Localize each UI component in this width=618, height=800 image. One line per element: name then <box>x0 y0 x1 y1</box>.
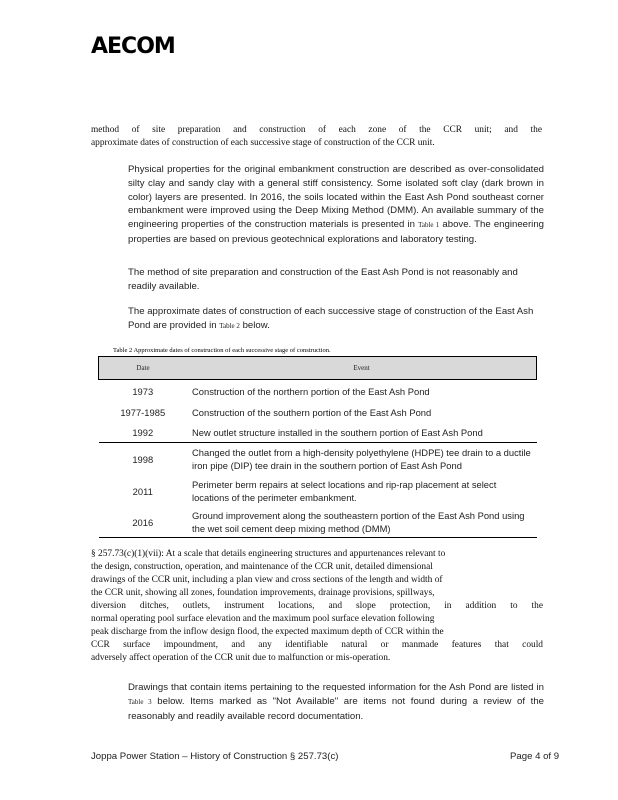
regulation-line: CCR surface impoundment, and any identifiable natural or manmade features that could <box>91 640 543 650</box>
row-date: 1977-1985 <box>120 406 166 418</box>
table-header-row <box>99 357 537 380</box>
physical-properties-text-continued: above. The engineering properties are based on previous geotechnical explorations and laboratory testing. <box>128 219 544 245</box>
table-3-reference: Table 3 <box>128 697 152 706</box>
regulation-line: peak discharge from the inflow design flood, the expected maximum depth of CCR within the <box>91 627 444 637</box>
row-date: 1998 <box>99 443 188 476</box>
row-event: New outlet structure installed in the southern portion of East Ash Pond <box>192 426 483 438</box>
table-2-reference: Table 2 <box>219 321 240 330</box>
regulation-line: drawings of the CCR unit, including a plan view and cross sections of the length and width of <box>91 575 443 585</box>
row-event: Construction of the southern portion of the East Ash Pond <box>192 406 432 418</box>
regulation-line: normal operating pool surface elevation and the maximum pool surface elevation following <box>91 614 435 624</box>
table-row <box>99 422 537 443</box>
row-event: Perimeter berm repairs at select locations and rip-rap placement at select locations of the perimeter embankment. <box>192 479 497 503</box>
site-preparation-paragraph <box>128 266 544 294</box>
date-column-header: Date <box>99 357 188 380</box>
drawings-text-continued: below. Items marked as "Not Available" are items not found during a review of the reasonably and readily available record documentation. <box>128 695 544 722</box>
drawings-text: Drawings that contain items pertaining to the requested information for the Ash Pond are listed in <box>128 682 544 693</box>
regulation-line: the design, construction, operation, and maintenance of the CCR unit, detailed dimensional <box>91 562 433 572</box>
table-row <box>99 380 537 403</box>
row-date: 2016 <box>99 507 188 538</box>
regulation-line: adversely affect operation of the CCR unit due to malfunction or mis-operation. <box>91 653 391 663</box>
intro-line-1: method of site preparation and construction of each zone of the CCR unit; and the <box>91 125 542 135</box>
regulation-line: § 257.73(c)(1)(vii): At a scale that details engineering structures and appurtenances relevant to <box>91 549 446 559</box>
footer-page-number: Page 4 of 9 <box>510 751 560 762</box>
construction-dates-text-continued: below. <box>242 319 270 331</box>
drawings-paragraph <box>128 681 544 723</box>
regulation-line: the CCR unit, showing all zones, foundation improvements, drainage provisions, spillways, <box>91 588 435 598</box>
row-event: Changed the outlet from a high-density polyethylene (HDPE) tee drain to a ductile iron pipe (DIP) tee drain in the southern portion of East Ash Pond <box>187 443 537 476</box>
row-date: 1992 <box>132 426 154 438</box>
row-event: Construction of the northern portion of the East Ash Pond <box>192 385 430 397</box>
regulation-paragraph <box>91 548 543 665</box>
regulation-line: diversion ditches, outlets, instrument locations, and slope protection, in addition to the <box>91 601 543 611</box>
table-row <box>99 507 537 538</box>
footer-document-title: Joppa Power Station – History of Construction § 257.73(c) <box>91 751 339 762</box>
table-2-caption: Table 2 Approximate dates of construction of each successive stage of construction. <box>113 347 331 354</box>
table-row <box>99 402 537 422</box>
table-row <box>99 443 537 476</box>
intro-line-2: approximate dates of construction of each successive stage of construction of the CCR unit. <box>91 138 435 148</box>
table-row <box>99 475 537 507</box>
aecom-logo: AECOM <box>91 34 175 59</box>
table-1-reference: Table 1 <box>418 221 440 230</box>
row-date: 2011 <box>132 485 153 497</box>
construction-dates-paragraph <box>128 305 544 334</box>
construction-dates-text: The approximate dates of construction of each successive stage of construction of the East Ash Pond are provided in <box>128 306 534 331</box>
physical-properties-text: Physical properties for the original embankment construction are described as over-consolidated silty clay and sandy clay with a general stiff consistency. Some isolated soft clay (dark brown in color) layers are presented. In 2016, the soils located within the East Ash Pond southeast corner embankment were improved using the Deep Mixing Method (DMM). An available summary of the engineering properties of the construction materials is presented in <box>128 164 544 231</box>
intro-paragraph <box>91 124 542 150</box>
construction-dates-table <box>98 356 537 538</box>
row-event: Ground improvement along the southeastern portion of the East Ash Pond using the wet soil cement deep mixing method (DMM) <box>187 507 537 538</box>
physical-properties-paragraph <box>128 163 544 247</box>
event-column-header: Event <box>187 357 537 380</box>
site-preparation-text: The method of site preparation and construction of the East Ash Pond is not reasonably and readily available. <box>128 267 518 292</box>
row-date: 1973 <box>132 385 154 397</box>
